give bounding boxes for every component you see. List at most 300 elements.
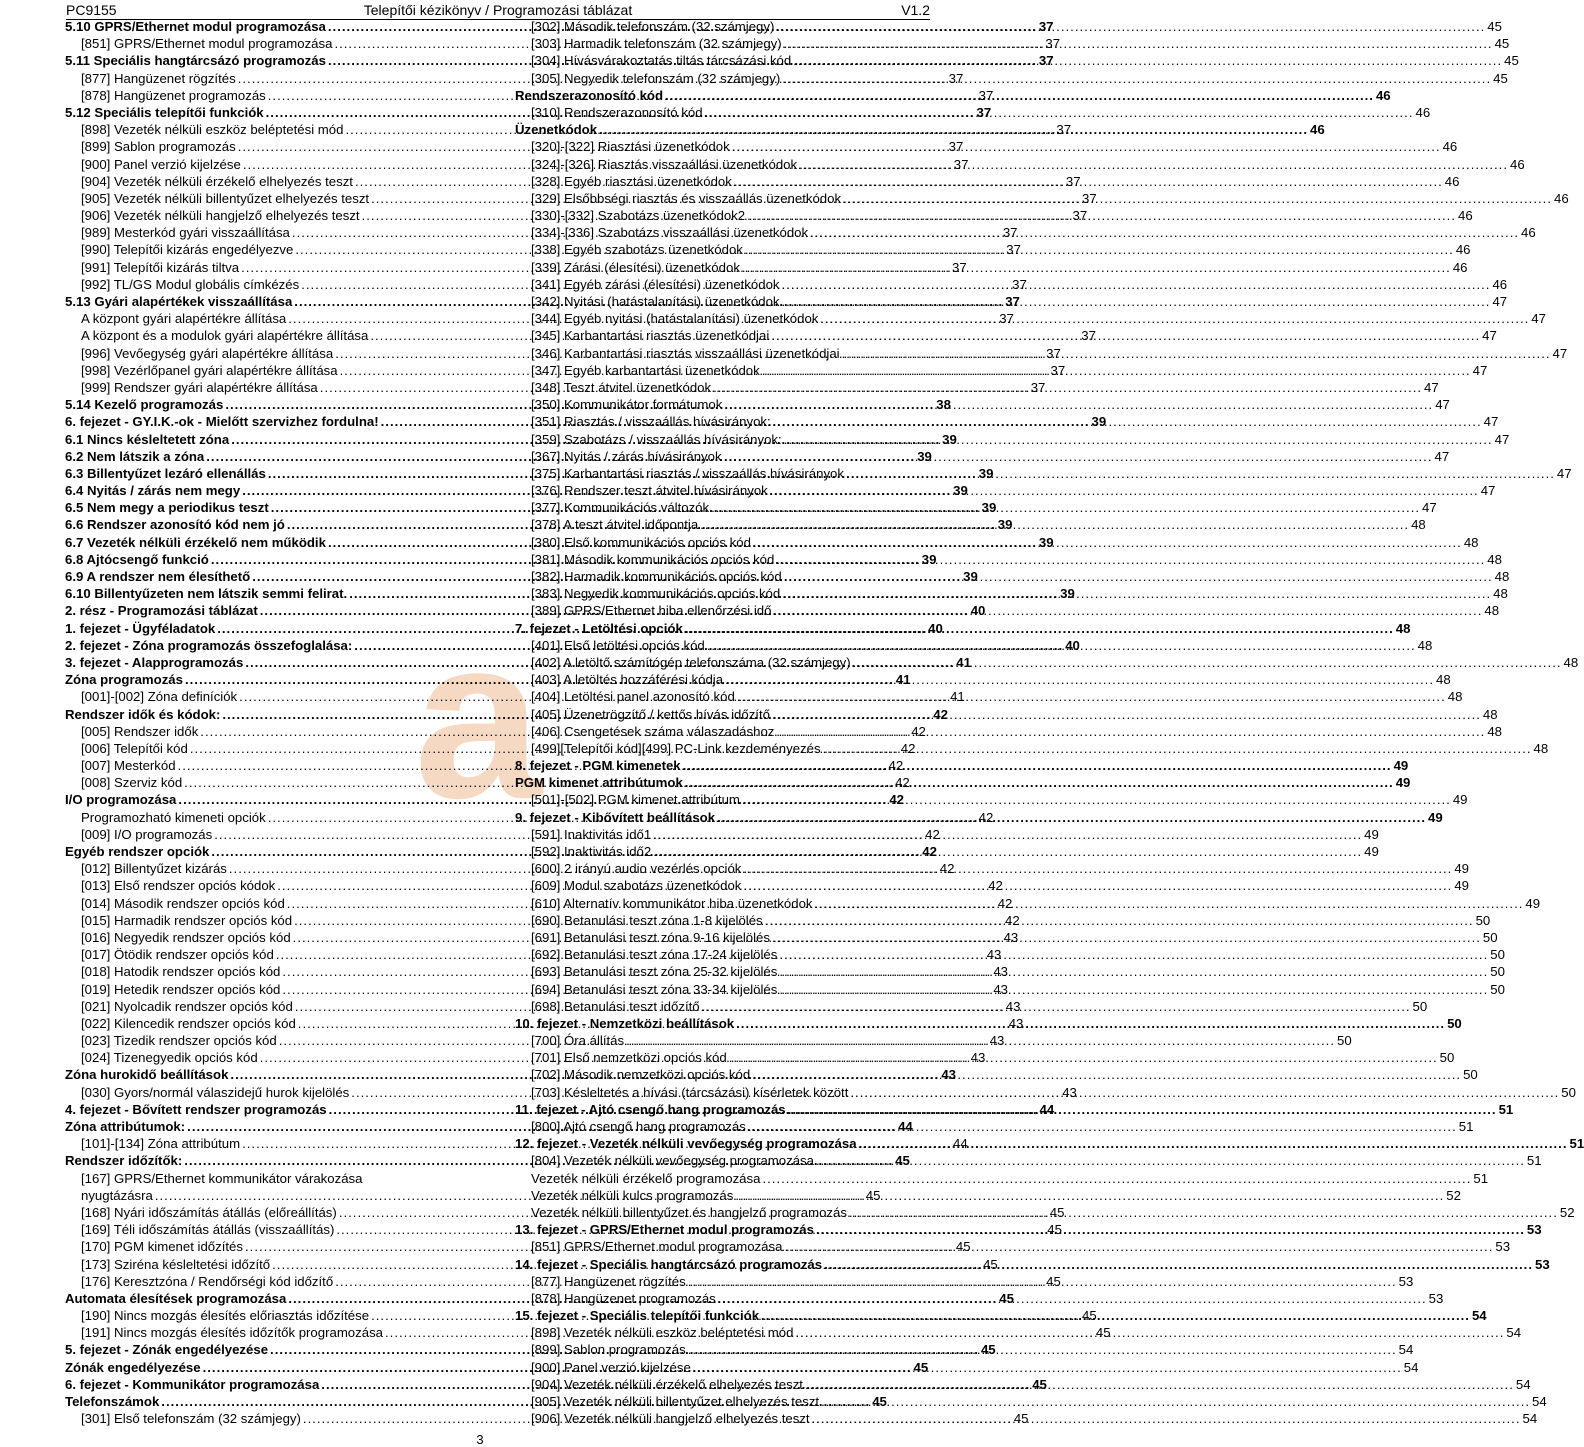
toc-entry-page: 41 [956,654,971,670]
toc-entry-title: [017] Ötödik rendszer opciós kód [81,947,274,963]
toc-entry-title: [329] Elsőbbségi riasztás és visszaállás üzenetkódok [531,190,842,206]
toc-entry-page: 54 [1532,1394,1547,1409]
toc-entry-page: 43 [993,964,1008,980]
toc-entry-page: 45 [1049,1204,1065,1220]
toc-entry-title: [851] GPRS/Ethernet modul programozása [531,1239,783,1255]
toc-entry-title: [359] Szabotázs / visszaállás hívásirányok: [531,431,782,447]
toc-entry-title: 6.8 Ajtócsengő funkció [65,551,209,567]
toc-entry-title: [904] Vezeték nélküli érzékelő elhelyezés teszt [531,1376,803,1392]
toc-entry-title: [403] A letöltés hozzáférési kódja [531,672,724,688]
toc-entry-page: 53 [1526,1222,1542,1238]
toc-entry-title: 6.5 Nem megy a periodikus teszt [65,500,269,516]
toc-entry-page: 50 [1463,1067,1478,1083]
toc-entry-title: [992] TL/GS Modul globális címkézés [81,276,300,292]
toc-entry-page: 45 [1082,1308,1097,1324]
toc-entry-page: 40 [970,603,986,619]
toc-entry-title: 6. fejezet - GY.I.K.-ok - Mielőtt szervizhez fordulna! [65,414,379,430]
toc-entry-page: 45 [1504,53,1519,69]
toc-entry[interactable] [515,1187,1461,1204]
toc-entry-title: 10. fejezet - Nemzetközi beállítások [515,1015,735,1031]
toc-entry-page: 45 [895,1153,910,1169]
toc-entry-title: [382] Harmadik kommunikációs opciós kód [531,569,782,584]
toc-entry-title: 13. fejezet - GPRS/Ethernet modul programozás [515,1222,814,1238]
toc-entry-page: 46 [1375,87,1391,103]
toc-entry-title: [401] Első letöltési opciós kód [531,637,705,653]
dot-leader [810,224,1519,241]
toc-entry-title: [342] Nyitási (hatástalanítási) üzenetkódok [531,294,780,309]
toc-entry-page: 37 [953,156,969,172]
toc-entry-title: PGM kimenet attribútumok [515,775,683,791]
dot-leader [770,482,1479,499]
toc-entry-title: [378] A teszt átvitel időpontja [531,517,699,533]
toc-entry[interactable] [515,1152,1542,1169]
toc-entry-page: 49 [1454,861,1469,877]
toc-entry-page: 48 [1533,740,1549,756]
toc-entry-page: 37 [1046,345,1061,361]
toc-entry-title: 6.3 Billentyűzet lezáró ellenállás [65,465,266,481]
toc-entry[interactable] [515,1170,1489,1187]
toc-entry-page: 39 [917,448,932,464]
toc-entry-page: 37 [1045,36,1061,52]
toc-entry-page: 42 [888,758,904,774]
toc-entry-title: [999] Rendszer gyári alapértékre állítása [81,379,318,395]
toc-entry-page: 46 [1458,208,1473,224]
toc-entry-title: [905] Vezeték nélküli billentyűzet elhelyezés teszt [81,190,370,206]
toc-entry-title: Egyéb rendszer opciók [65,844,210,859]
dot-leader [685,774,1394,791]
toc-entry-title: [302] Második telefonszám (32 számjegy) [531,19,775,34]
toc-entry-page: 50 [1490,964,1505,980]
toc-entry-title: [851] GPRS/Ethernet modul programozása [81,36,333,52]
toc-entry-page: 49 [1364,844,1379,859]
dot-leader [743,860,1452,877]
toc-entry-title: 6.1 Nincs késleltetett zóna [65,431,230,447]
toc-entry-title: [380] Első kommunikációs opciós kód [531,534,751,550]
toc-entry-title: [330]-[332] Szabotázs üzenetkódok2 [531,208,746,224]
toc-entry-title: [692] Betanulási teszt zóna 17-24 kijelölés [531,947,778,963]
toc-entry-page: 37 [1056,122,1072,138]
toc-entry-title: [173] Sziréna késleltetési időzítő [81,1256,271,1272]
dot-leader [782,276,1491,293]
dot-leader [743,877,1452,894]
toc-entry-page: 45 [955,1239,971,1255]
toc-entry-title: 5.12 Speciális telepítői funkciók [65,104,264,120]
toc-entry[interactable] [515,637,1433,654]
dot-leader [724,396,1433,413]
toc-entry-title: [906] Vezeték nélküli hangjelző elhelyezés teszt [81,208,360,224]
toc-entry-title: [878] Hangüzenet programozás [531,1290,716,1306]
dot-leader [707,637,1416,654]
toc-entry-title: 6.6 Rendszer azonosító kód nem jó [65,517,285,533]
toc-entry-title: [499][Telepítői kód][499] PC-Link kezdeményezés [531,740,821,756]
toc-entry-title: [013] Első rendszer opciós kódok [81,878,276,894]
toc-entry-title: [900] Panel verzió kijelzése [81,156,241,172]
dot-leader [773,413,1482,430]
toc-entry-title: [310] Rendszerazonosító kód [531,104,703,120]
toc-entry-page: 47 [1434,448,1450,464]
dot-leader [820,310,1529,327]
toc-entry-title: [898] Vezeték nélküli eszköz beléptetési mód [81,122,344,138]
toc-entry-title: [016] Negyedik rendszer opciós kód [81,929,291,945]
toc-entry-page: 48 [1494,569,1510,584]
toc-entry[interactable] [515,551,1502,568]
toc-entry-page: 39 [921,551,937,567]
toc-entry-title: Rendszerazonosító kód [515,87,664,103]
toc-entry-page: 42 [925,826,940,842]
dot-leader [700,516,1409,533]
toc-entry-page: 48 [1463,534,1479,550]
dot-leader [702,998,1411,1015]
toc-entry-page: 51 [1473,1170,1489,1186]
toc-entry-page: 37 [976,104,992,120]
toc-entry-title: [005] Rendszer idők [81,723,199,739]
toc-entry-page: 47 [1492,294,1508,309]
toc-entry-title: [402] A letöltő számítógép telefonszáma (32 számjegy) [531,654,851,670]
toc-entry-title: [906] Vezeték nélküli hangjelző elhelyezés teszt [531,1411,810,1427]
toc-entry-title: [990] Telepítői kizárás engedélyezve [81,242,294,258]
toc-entry-page: 50 [1475,912,1491,928]
toc-entry[interactable] [515,723,1502,740]
toc-entry-page: 39 [963,569,978,584]
dot-leader [752,1066,1461,1083]
toc-entry-page: 51 [1526,1153,1542,1169]
dot-leader [779,946,1488,963]
dot-leader [718,1290,1427,1307]
toc-entry-title: Programozható kimeneti opciók [81,809,266,825]
dot-leader [779,981,1488,998]
toc-entry-title: [609] Modul szabotázs üzenetkódok [531,878,742,894]
toc-entry-title: [101]-[134] Zóna attribútum [81,1136,241,1152]
toc-entry-page: 37 [1002,225,1018,241]
dot-leader [776,723,1485,740]
dot-leader [729,1049,1438,1066]
dot-leader [784,431,1493,448]
toc-entry-title: Vezeték nélküli billentyűzet és hangjelző programozás [531,1204,847,1220]
toc-entry-page: 54 [1471,1308,1487,1324]
toc-entry-page: 47 [1424,379,1439,395]
toc-entry-title: [905] Vezeték nélküli billentyűzet elhelyezés teszt [531,1394,820,1409]
toc-entry-title: [878] Hangüzenet programozás [81,87,266,103]
dot-leader [761,1307,1470,1324]
toc-entry-title: [376] Rendszer teszt átvitel hívásirányok [531,483,768,499]
toc-entry-title: [996] Vevőegység gyári alapértékre állítása [81,345,334,361]
toc-entry-page: 48 [1436,672,1451,688]
toc-entry-page: 47 [1552,345,1568,361]
dot-leader [795,1324,1504,1341]
toc-entry-title: 8. fejezet - PGM kimenetek [515,758,681,774]
toc-entry-title: [383] Negyedik kommunikációs opciós kód [531,586,781,602]
toc-entry-title: [169] Téli időszámítás átállás (visszaállítás) [81,1222,335,1238]
toc-entry-page: 42 [939,861,955,877]
toc-entry[interactable] [515,757,1409,774]
toc-entry-page: 46 [1554,190,1569,206]
toc-entry-page: 43 [989,1033,1005,1049]
toc-entry-page: 47 [1480,483,1496,499]
toc-entry-page: 42 [900,740,916,756]
toc-entry-page: 50 [1561,1084,1576,1100]
toc-entry-title: [176] Keresztzóna / Rendőrségi kód időzítő [81,1273,334,1289]
toc-entry-page: 37 [1030,379,1046,395]
toc-entry-page: 46 [1492,276,1508,292]
dot-leader [734,173,1443,190]
header-title: Telepítői kézikönyv / Programozási táblázat [363,2,633,18]
dot-leader [732,138,1441,155]
toc-entry[interactable] [515,740,1549,757]
toc-entry-page: 46 [1444,173,1460,189]
toc-entry-title: [030] Gyors/normál válaszidejű hurok kijelölés [81,1084,350,1100]
toc-entry-page: 43 [993,981,1008,997]
dot-leader [748,1118,1457,1135]
toc-entry-title: [381] Második kommunikációs opciós kód [531,551,775,567]
dot-leader [805,1376,1514,1393]
toc-entry[interactable] [515,1393,1547,1410]
toc-entry-title: [375] Karbantartási riasztás / visszaállás hívásirányok [531,465,844,481]
toc-entry-page: 45 [1095,1325,1111,1341]
toc-entry-page: 51 [1498,1101,1514,1117]
toc-entry-title: 6.10 Billentyűzeten nem látszik semmi felirat. [65,586,348,602]
toc-entry-page: 41 [950,689,965,705]
toc-entry-title: [900] Panel verzió kijelzése [531,1359,691,1375]
toc-entry-page: 47 [1531,311,1546,327]
toc-entry-page: 50 [1490,947,1505,963]
dot-leader [653,826,1362,843]
dot-leader [742,259,1451,276]
toc-entry-title: 2. rész - Programozási táblázat [65,603,258,619]
dot-leader [753,534,1462,551]
toc-entry-title: [899] Sablon programozás [81,139,236,155]
toc-entry-page: 51 [1458,1119,1474,1134]
toc-entry-page: 50 [1439,1050,1455,1066]
toc-entry-title: [406] Csengetések száma válaszadáshoz [531,723,775,739]
toc-entry-page: 54 [1506,1325,1522,1341]
dot-leader [782,585,1491,602]
toc-entry-title: [338] Egyéb szabotázs üzenetkódok [531,242,743,258]
toc-entry-title: [339] Zárási (élesítési) üzenetkódok [531,259,740,275]
toc-entry-title: [024] Tizenegyedik opciós kód [81,1050,258,1066]
toc-entry-page: 41 [895,672,911,688]
toc-entry-page: 43 [941,1067,956,1083]
dot-leader [812,1410,1521,1427]
toc-entry-page: 44 [953,1136,968,1152]
toc-entry-title: [304] Hívásvárakoztatás tiltás tárcsázási kód [531,53,792,69]
dot-leader [772,706,1481,723]
toc-entry-title: [018] Hatodik rendszer opciós kód [81,964,281,980]
toc-entry-page: 45 [1047,1222,1062,1238]
toc-entry-title: [898] Vezeték nélküli eszköz beléptetési mód [531,1325,794,1341]
toc-entry-title: 12. fejezet - Vezeték nélküli vevőegység programozása [515,1136,857,1152]
toc-entry-title-cont: nyugtázásra [81,1187,153,1203]
toc-entry-title: [014] Második rendszer opciós kód [81,895,285,911]
toc-entry-title: [345] Karbantartási riasztás üzenetkódjai [531,328,770,344]
toc-entry-page: 50 [1490,981,1505,997]
toc-entry-title: [804] Vezeték nélküli vevőegység programozása [531,1153,814,1169]
toc-entry-title: [501]-[502] PGM kimenet attribútum [531,792,740,808]
toc-entry-title: 5.10 GPRS/Ethernet modul programozása [65,19,326,34]
toc-entry-title: Automata élesítések programozása [65,1290,287,1306]
page-number: 3 [476,1432,484,1447]
dot-leader [685,620,1394,637]
toc-entry-title: [351] Riasztás / visszaállás hívásirányok: [531,414,771,430]
toc-entry-title: 1. fejezet - Ügyféladatok [65,620,216,636]
toc-entry-title: [341] Egyéb zárási (élesítési) üzenetkódok [531,276,780,292]
toc-entry-title: [800] Ajtó csengő hang programozás [531,1119,746,1134]
toc-entry-title: 5. fejezet - Zónák engedélyezése [65,1342,269,1358]
toc-entry-title: [168] Nyári időszámítás átállás (előreállítás) [81,1204,337,1220]
toc-entry-page: 51 [1569,1136,1584,1152]
toc-entry-title: Zóna hurokidő beállítások [65,1067,229,1083]
toc-entry-title: 5.11 Speciális hangtárcsázó programozás [65,53,326,69]
toc-entry-page: 48 [1411,517,1426,533]
toc-entry-page: 45 [1046,1273,1061,1289]
toc-entry-title: Zóna programozás [65,672,183,688]
toc-entry-title: [701] Első nemzetközi opciós kód [531,1050,727,1066]
toc-entry-page: 46 [1455,242,1471,258]
toc-entry-page: 50 [1412,998,1428,1014]
toc-entry-page: 37 [948,70,964,86]
toc-entry-title: [989] Mesterkód gyári visszaállítása [81,225,290,241]
toc-entry-page: 45 [872,1394,887,1410]
toc-entry-title: [012] Billentyűzet kizárás [81,861,227,877]
toc-entry-title: [344] Egyéb nyitási (hatástalanítási) üzenetkódok [531,311,819,327]
toc-entry-title: [021] Nyolcadik rendszer opciós kód [81,998,293,1014]
dot-leader [821,1393,1530,1410]
toc-entry-title: [600] 2 irányú audio vezérlés opciók [531,861,742,877]
toc-entry-page: 43 [1005,998,1021,1014]
toc-entry-page: 43 [986,947,1002,963]
toc-entry[interactable] [515,791,1468,808]
dot-leader [779,963,1488,980]
header-version: V1.2 [901,2,930,18]
toc-entry-title: 11. fejezet - Ajtó csengő hang programozás [515,1101,786,1117]
toc-right-column [515,18,1584,1427]
dot-leader [693,1359,1402,1376]
toc-entry-page: 48 [1447,689,1463,705]
dot-leader [765,912,1474,929]
dot-leader [742,791,1451,808]
toc-entry-page: 40 [928,620,943,636]
toc-entry-page: 53 [1495,1239,1511,1255]
toc-entry-title: [346] Karbantartási riasztás visszaállási üzenetkódjai [531,345,840,361]
toc-entry-title: 6.4 Nyitás / zárás nem megy [65,483,241,499]
toc-entry-page: 45 [1013,1411,1029,1427]
toc-entry-page: 45 [983,1256,998,1272]
dot-leader [762,1170,1471,1187]
toc-entry-page: 42 [889,792,904,808]
toc-entry-page: 39 [981,500,997,516]
toc-entry-title: [610] Alternatív kommunikátor hiba üzenetkódok [531,895,813,911]
toc-entry-title: [405] Üzenetrögzítő / kettős hívás időzítő [531,706,770,722]
toc-entry-page: 42 [911,723,926,739]
toc-entry-title: 3. fejezet - Alapprogramozás [65,654,244,670]
toc-entry-title: [009] I/O programozás [81,826,213,842]
dot-leader [735,1187,1444,1204]
toc-entry-page: 42 [1005,912,1020,928]
header-rule [66,19,930,20]
toc-entry-title: [190] Nincs mozgás élesítés előriasztás időzítése [81,1308,370,1324]
toc-entry-title: 5.14 Kezelő programozás [65,397,224,413]
toc-entry-page: 48 [1487,551,1502,567]
dot-leader [793,52,1502,69]
toc-entry-page: 37 [1012,276,1027,292]
dot-leader [784,1238,1493,1255]
toc-entry-title: 4. fejezet - Bővített rendszer programozás [65,1101,327,1117]
toc-entry-title: [008] Szerviz kód [81,775,183,791]
toc-entry-title: 15. fejezet - Speciális telepítői funkciók [515,1308,760,1324]
toc-entry-page: 47 [1556,465,1572,481]
toc-entry-page: 37 [1038,19,1054,34]
toc-entry-title: Vezeték nélküli kulcs programozás [531,1187,734,1203]
toc-entry-page: 45 [980,1342,996,1358]
toc-entry-page: 47 [1482,328,1497,344]
toc-entry-page: 49 [1364,826,1379,842]
toc-entry-page: 47 [1472,362,1488,378]
toc-entry-title: 6. fejezet - Kommunikátor programozása [65,1376,320,1392]
toc-entry-page: 39 [1091,414,1107,430]
toc-entry-page: 48 [1563,654,1579,670]
toc-entry-title: 6.2 Nem látszik a zóna [65,448,205,464]
toc-entry[interactable] [515,448,1450,465]
toc-entry-title: [991] Telepítői kizárás tiltva [81,259,240,275]
toc-entry-title: [698] Betanulási teszt időzítő [531,998,700,1014]
toc-entry-page: 38 [936,397,951,413]
toc-entry-page: 46 [1442,139,1458,155]
dot-leader [824,1256,1533,1273]
toc-entry-page: 47 [1483,414,1499,430]
dot-leader [737,688,1446,705]
toc-entry-page: 42 [978,809,994,825]
toc-entry-page: 44 [898,1119,913,1134]
toc-entry-page: 52 [1446,1187,1461,1203]
toc-entry-title: 2. fejezet - Zóna programozás összefoglalása: [65,637,353,653]
toc-entry-page: 54 [1515,1376,1531,1392]
toc-entry-page: 50 [1447,1015,1462,1031]
dot-leader [788,1101,1497,1118]
toc-entry-page: 37 [1006,242,1021,258]
dot-leader [725,671,1434,688]
toc-entry-page: 49 [1452,792,1468,808]
dot-leader [762,362,1471,379]
dot-leader [705,104,1414,121]
toc-entry[interactable] [515,671,1451,688]
dot-leader [683,757,1392,774]
toc-entry-page: 54 [1403,1359,1419,1375]
toc-entry-title: [998] Vezérlőpanel gyári alapértékre állítása [81,362,338,378]
dot-leader [717,809,1426,826]
dot-leader [599,121,1308,138]
toc-entry[interactable] [515,774,1411,791]
toc-entry-title: [167] GPRS/Ethernet kommunikátor várakozása [81,1170,363,1186]
toc-entry-title: [691] Betanulási teszt zóna 9-16 kijelölés [531,929,770,945]
toc-entry-title: [702] Második nemzetközi opciós kód [531,1067,751,1083]
toc-entry-page: 37 [978,87,994,103]
dot-leader [782,70,1491,87]
toc-entry-page: 53 [1428,1290,1444,1306]
toc-entry-page: 46 [1510,156,1525,172]
toc-entry-title: Rendszer időzítők: [65,1153,183,1169]
dot-leader [815,895,1524,912]
toc-entry-page: 37 [948,139,964,155]
toc-entry[interactable] [515,1118,1474,1135]
toc-entry-page: 47 [1435,397,1450,413]
toc-entry-title: [001]-[002] Zóna definíciók [81,689,238,705]
toc-entry-page: 49 [1454,878,1469,894]
toc-entry-title: [703] Késleltetés a hívási (tárcsázási) kísérletek között [531,1084,849,1100]
toc-entry-page: 49 [1395,775,1411,791]
toc-entry-page: 43 [1062,1084,1077,1100]
toc-entry-title: [170] PGM kimenet időzítés [81,1239,243,1255]
toc-entry[interactable] [515,1359,1419,1376]
toc-entry-page: 54 [1522,1411,1538,1427]
